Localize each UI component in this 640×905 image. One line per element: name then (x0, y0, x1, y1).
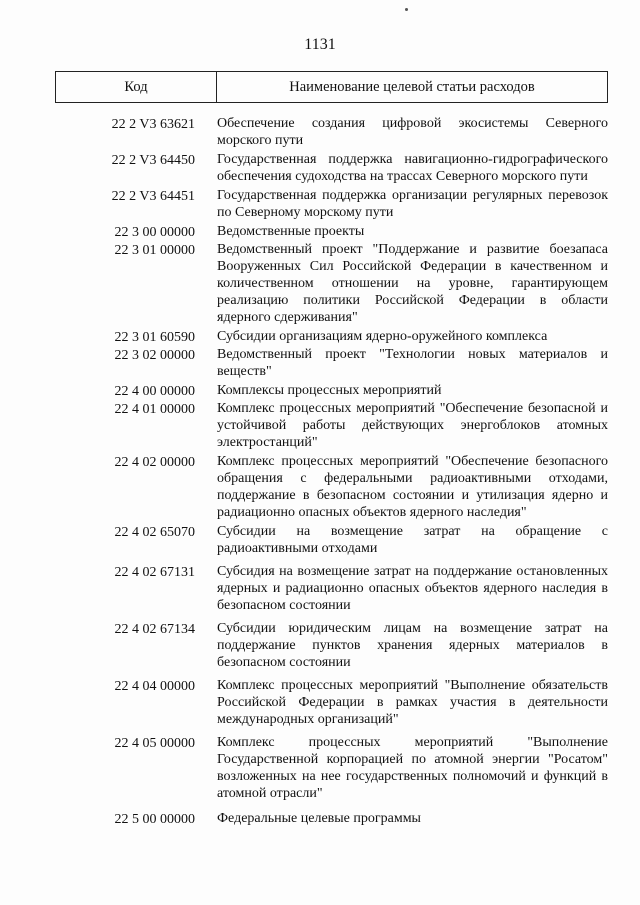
row-code: 22 4 04 00000 (114, 679, 195, 694)
table-row (55, 241, 608, 326)
table-row (55, 810, 608, 828)
row-name: Государственная поддержка навигационно-гидрографического обеспечения судоходства на трассах Северного морского пути (217, 152, 608, 184)
row-name: Субсидии юридическим лицам на возмещение затрат на поддержание пунктов хранения ядерных материалов в безопасном состоянии (217, 621, 608, 670)
table-row (55, 346, 608, 380)
row-name: Субсидии организациям ядерно-оружейного комплекса (217, 329, 548, 344)
row-code: 22 3 00 00000 (114, 225, 195, 240)
row-code: 22 4 00 00000 (114, 384, 195, 399)
row-code: 22 2 V3 64450 (111, 153, 195, 168)
table-header (55, 71, 608, 103)
row-code: 22 4 02 67134 (114, 622, 195, 637)
row-name: Ведомственные проекты (217, 224, 365, 239)
row-code: 22 2 V3 64451 (111, 189, 195, 204)
column-header-code: Код (56, 72, 217, 102)
row-code: 22 5 00 00000 (114, 812, 195, 827)
row-name: Субсидии на возмещение затрат на обращение с радиоактивными отходами (217, 524, 608, 556)
row-name: Комплекс процессных мероприятий "Обеспечение безопасной и устойчивой работы действующих энергоблоков атомных электростанций" (217, 401, 608, 450)
row-code: 22 3 01 00000 (114, 243, 195, 258)
table-row (55, 223, 608, 241)
table-row (55, 187, 608, 221)
row-code: 22 3 01 60590 (114, 330, 195, 345)
table-row (55, 453, 608, 521)
row-name: Комплекс процессных мероприятий "Обеспечение безопасного обращения с федеральными радиоактивными отходами, поддержание в безопасном состоянии и утилизация ядерно и радиационно опасных объектов ядерного наследия" (217, 454, 608, 520)
row-code: 22 4 02 65070 (114, 525, 195, 540)
table-row (55, 151, 608, 185)
row-code: 22 4 02 67131 (114, 565, 195, 580)
table-row (55, 523, 608, 557)
table-row (55, 400, 608, 451)
row-name: Комплекс процессных мероприятий "Выполнение Государственной корпорацией по атомной энергии "Росатом" возложенных на нее государственных полномочий и функций в атомной отрасли" (217, 735, 608, 801)
row-name: Федеральные целевые программы (217, 811, 421, 826)
row-name: Субсидия на возмещение затрат на поддержание остановленных ядерных и радиационно опасных объектов ядерного наследия в безопасном состоянии (217, 564, 608, 613)
row-name: Ведомственный проект "Поддержание и развитие боезапаса Вооруженных Сил Российской Федерации в качественном и количественном отношении на уровне, гарантирующем реализацию политики Российской Федерации в области ядерного сдерживания" (217, 242, 608, 325)
table-body (55, 115, 608, 828)
row-name: Ведомственный проект "Технологии новых материалов и веществ" (217, 347, 608, 379)
row-code: 22 2 V3 63621 (111, 117, 195, 132)
row-name: Государственная поддержка организации регулярных перевозок по Северному морскому пути (217, 188, 608, 220)
row-code: 22 4 01 00000 (114, 402, 195, 417)
row-code: 22 4 02 00000 (114, 455, 195, 470)
table-row (55, 328, 608, 346)
row-name: Комплекс процессных мероприятий "Выполнение обязательств Российской Федерации в рамках участия в деятельности международных организаций" (217, 678, 608, 727)
column-header-name: Наименование целевой статьи расходов (289, 78, 535, 95)
row-code: 22 3 02 00000 (114, 348, 195, 363)
table-row (55, 734, 608, 802)
row-name: Комплексы процессных мероприятий (217, 383, 442, 398)
table-row (55, 115, 608, 149)
table-row (55, 620, 608, 671)
table-row (55, 382, 608, 400)
table-row (55, 563, 608, 614)
row-code: 22 4 05 00000 (114, 736, 195, 751)
scan-dot (405, 8, 408, 11)
page-number: 1131 (304, 36, 336, 53)
table-row (55, 677, 608, 728)
row-name: Обеспечение создания цифровой экосистемы Северного морского пути (217, 116, 608, 148)
